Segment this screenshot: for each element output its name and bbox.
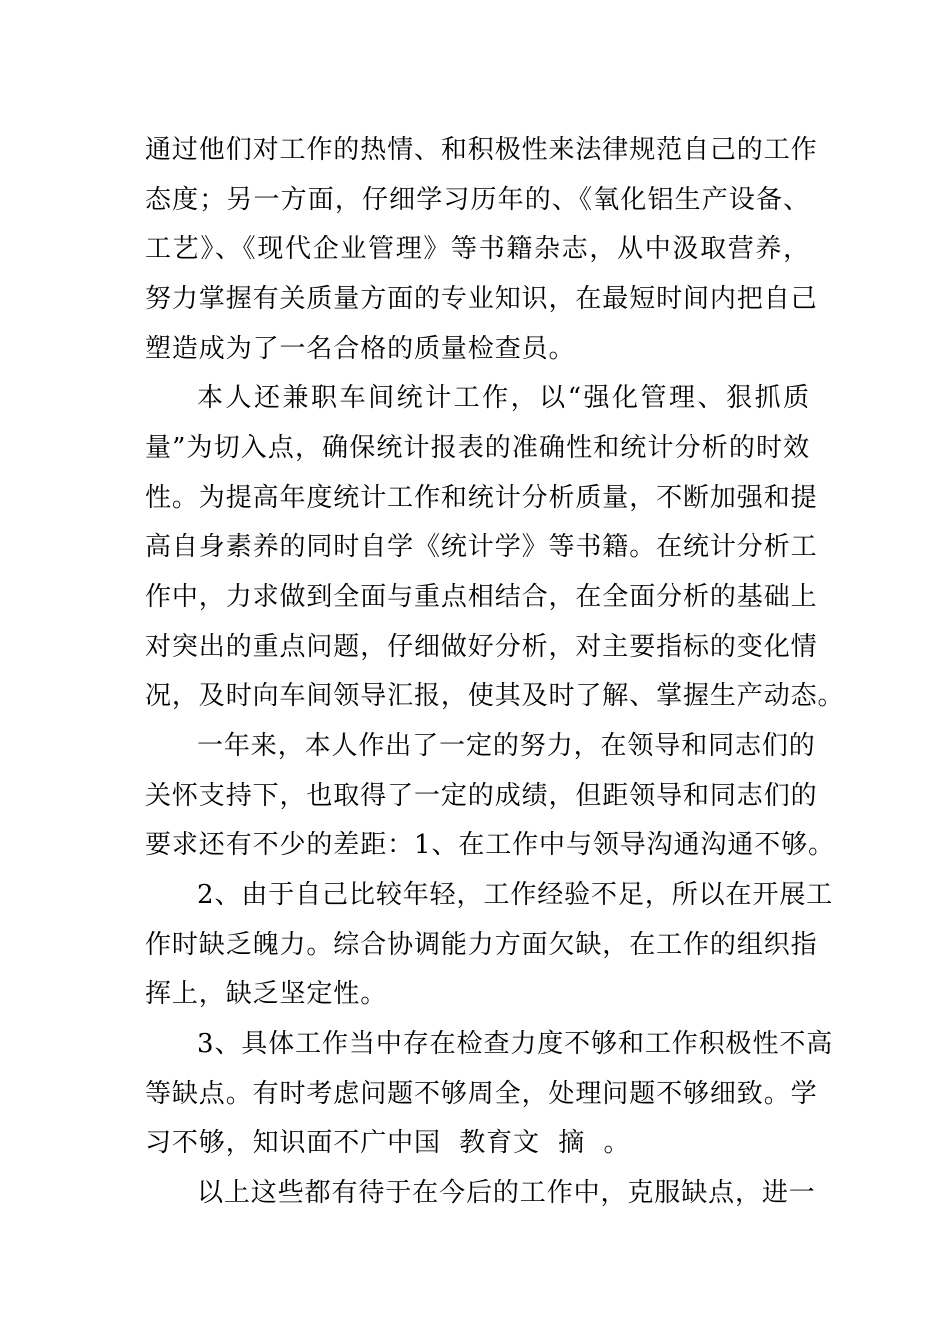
text-line: 挥上，缺乏坚定性。 (145, 979, 388, 1009)
text-line: 要求还有不少的差距：1、在工作中与领导沟通沟通不够。 (145, 830, 835, 860)
paragraph-first-line: 以上这些都有待于在今后的工作中，克服缺点，进一 (197, 1178, 816, 1208)
text-line: 态度；另一方面，仔细学习历年的、《氧化铝生产设备、 (145, 185, 810, 215)
paragraph-first-line: 一年来，本人作出了一定的努力，在领导和同志们的 (197, 731, 816, 761)
text-line: 工艺》、《现代企业管理》等书籍杂志，从中汲取营养， (145, 234, 810, 264)
paragraph-first-line: 2、由于自己比较年轻，工作经验不足，所以在开展工 (197, 880, 834, 910)
text-line: 塑造成为了一名合格的质量检查员。 (145, 334, 576, 364)
text-line: 通过他们对工作的热情、和积极性来法律规范自己的工作 (145, 135, 818, 165)
text-line: 对突出的重点问题，仔细做好分析，对主要指标的变化情 (145, 632, 818, 662)
text-line: 性。为提高年度统计工作和统计分析质量，不断加强和提 (145, 483, 818, 513)
text-line: 量”为切入点，确保统计报表的准确性和统计分析的时效 (145, 433, 810, 463)
text-line: 作中，力求做到全面与重点相结合，在全面分析的基础上 (145, 582, 818, 612)
paragraph-first-line: 本人还兼职车间统计工作，以“强化管理、狠抓质 (197, 383, 810, 413)
text-line: 作时缺乏魄力。综合协调能力方面欠缺，在工作的组织指 (145, 930, 818, 960)
text-line: 努力掌握有关质量方面的专业知识，在最短时间内把自己 (145, 284, 818, 314)
text-line: 习不够，知识面不广中国 教育文 摘 。 (145, 1128, 631, 1158)
text-line: 关怀支持下，也取得了一定的成绩，但距领导和同志们的 (145, 781, 818, 811)
paragraph-first-line: 3、具体工作当中存在检查力度不够和工作积极性不高 (197, 1029, 834, 1059)
text-line: 等缺点。有时考虑问题不够周全，处理问题不够细致。学 (145, 1079, 818, 1109)
text-line: 高自身素养的同时自学《统计学》等书籍。在统计分析工 (145, 532, 818, 562)
text-line: 况，及时向车间领导汇报，使其及时了解、掌握生产动态。 (145, 681, 845, 711)
